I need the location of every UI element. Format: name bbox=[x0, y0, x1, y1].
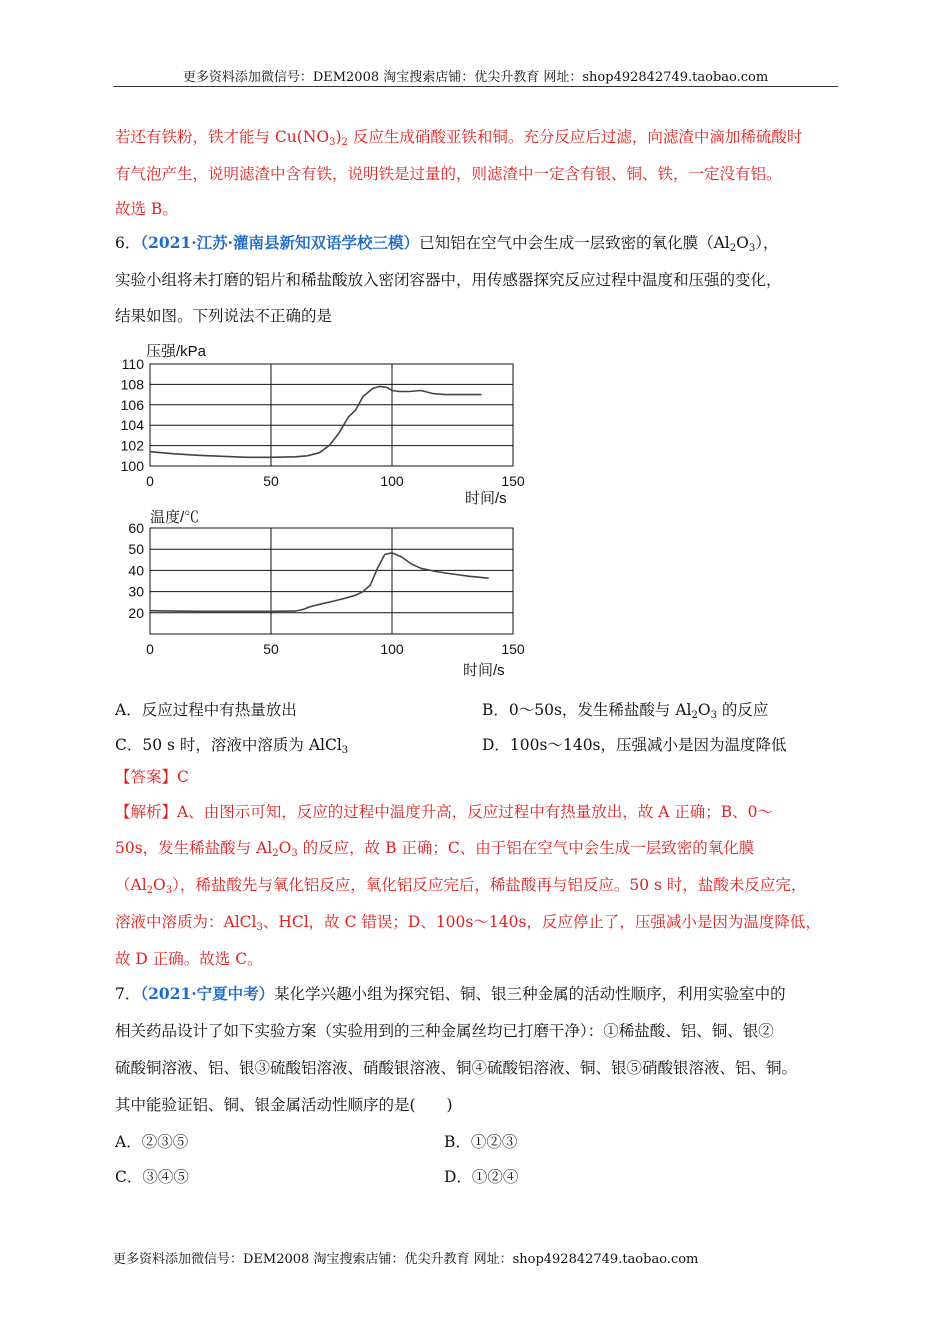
pressure-chart bbox=[121, 343, 525, 507]
x-tick-label: 0 bbox=[146, 473, 154, 489]
y-tick-label: 60 bbox=[128, 520, 144, 536]
q6-source: （2021·江苏·灌南县新知双语学校三模） bbox=[140, 233, 420, 252]
prev-explanation-line-2: 有气泡产生，说明滤渣中含有铁，说明铁是过量的，则滤渣中一定含有银、铜、铁，一定没有铝。 bbox=[115, 165, 782, 183]
series-line-温度 bbox=[150, 553, 489, 612]
q7-option-c: C．③④⑤ bbox=[115, 1168, 189, 1186]
x-tick-label: 100 bbox=[380, 641, 404, 657]
q6-option-a: A．反应过程中有热量放出 bbox=[115, 701, 297, 719]
q6-stem-line-1: 6．（2021·江苏·灌南县新知双语学校三模）已知铝在空气中会生成一层致密的氧化膜$(Al_2O_3)$， bbox=[115, 233, 779, 254]
plot-frame bbox=[150, 528, 513, 634]
y-tick-label: 102 bbox=[120, 437, 144, 454]
plot-frame bbox=[150, 364, 513, 466]
page-footer: 更多资料添加微信号：DEM2008 淘宝搜索店铺：优尖升教育 网址：shop492842749.taobao.com bbox=[113, 1252, 699, 1267]
y-axis-label: 温度/℃ bbox=[150, 509, 200, 526]
q6-explanation-line-3: $(Al_2O_3)$，稀盐酸先与氧化铝反应，氧化铝反应完后，稀盐酸再与铝反应。50 s 时，盐酸未反应完， bbox=[115, 876, 807, 896]
y-tick-label: 100 bbox=[120, 458, 144, 474]
q6-stem-line-3: 结果如图。下列说法不正确的是 bbox=[115, 307, 333, 325]
x-tick-label: 150 bbox=[501, 473, 525, 489]
q6-answer: 【答案】C bbox=[115, 768, 189, 786]
x-axis-label: 时间/s bbox=[465, 490, 507, 507]
q6-stem-line-2: 实验小组将未打磨的铝片和稀盐酸放入密闭容器中，用传感器探究反应过程中温度和压强的变化， bbox=[115, 271, 782, 289]
q6-explanation-line-5: 故 D 正确。故选 C。 bbox=[115, 950, 263, 968]
x-tick-label: 50 bbox=[263, 473, 279, 489]
temperature-chart bbox=[128, 508, 524, 679]
q7-source: （2021·宁夏中考） bbox=[140, 984, 275, 1003]
y-tick-label: 20 bbox=[128, 604, 144, 621]
y-tick-label: 30 bbox=[128, 583, 144, 600]
q7-option-b: B．①②③ bbox=[444, 1133, 518, 1151]
q6-option-b: B．0～50s，发生稀盐酸与 $Al_2O_3$ 的反应 bbox=[482, 701, 769, 721]
q6-option-c: C．50 s 时，溶液中溶质为 AlCl$_3$ bbox=[115, 736, 349, 756]
q6-explanation-line-4: 溶液中溶质为：AlCl$_3$、HCl，故 C 错误；D、100s～140s，反应停止了，压强减小是因为温度降低， bbox=[115, 913, 821, 933]
page-header: 更多资料添加微信号：DEM2008 淘宝搜索店铺：优尖升教育 网址：shop492842749.taobao.com bbox=[182, 70, 769, 85]
q6-option-d: D．100s～140s，压强减小是因为温度降低 bbox=[482, 736, 787, 754]
x-tick-label: 100 bbox=[380, 473, 404, 489]
q7-stem-line-4: 其中能验证铝、铜、银金属活动性顺序的是( ) bbox=[115, 1096, 453, 1114]
q7-option-a: A．②③⑤ bbox=[115, 1133, 189, 1151]
y-tick-label: 104 bbox=[120, 417, 144, 434]
y-tick-label: 108 bbox=[120, 376, 144, 393]
q6-explanation-line-2: 50s，发生稀盐酸与 $Al_2O_3$ 的反应，故 B 正确；C、由于铝在空气中会生成一层致密的氧化膜 bbox=[115, 839, 755, 859]
prev-explanation-line-3: 故选 B。 bbox=[115, 200, 178, 218]
y-tick-label: 40 bbox=[128, 562, 144, 579]
x-tick-label: 50 bbox=[263, 641, 279, 657]
q7-stem-line-3: 硫酸铜溶液、铝、银③硫酸铝溶液、硝酸银溶液、铜④硫酸铝溶液、铜、银⑤硝酸银溶液、铝、铜。 bbox=[115, 1059, 798, 1077]
y-tick-label: 110 bbox=[121, 356, 144, 372]
series-line-压强 bbox=[150, 386, 482, 457]
x-tick-label: 150 bbox=[501, 641, 525, 657]
q6-explanation-line-1: 【解析】A、由图示可知，反应的过程中温度升高，反应过程中有热量放出，故 A 正确；B、0～ bbox=[115, 803, 774, 821]
q7-option-d: D．①②④ bbox=[444, 1168, 519, 1186]
q7-stem-line-2: 相关药品设计了如下实验方案（实验用到的三种金属丝均已打磨干净）：①稀盐酸、铝、铜、银② bbox=[115, 1022, 774, 1040]
x-tick-label: 0 bbox=[146, 641, 154, 657]
q7-stem-line-1: 7．（2021·宁夏中考）某化学兴趣小组为探究铝、铜、银三种金属的活动性顺序，利用实验室中的 bbox=[115, 984, 786, 1003]
y-axis-label: 压强/kPa bbox=[146, 343, 207, 360]
x-axis-label: 时间/s bbox=[463, 662, 505, 679]
y-tick-label: 50 bbox=[128, 541, 144, 558]
y-tick-label: 106 bbox=[120, 396, 144, 413]
prev-explanation-line-1: 若还有铁粉，铁才能与 $Cu(NO_3)_2$ 反应生成硝酸亚铁和铜。充分反应后过滤，向滤渣中滴加稀硫酸时 bbox=[115, 128, 803, 148]
